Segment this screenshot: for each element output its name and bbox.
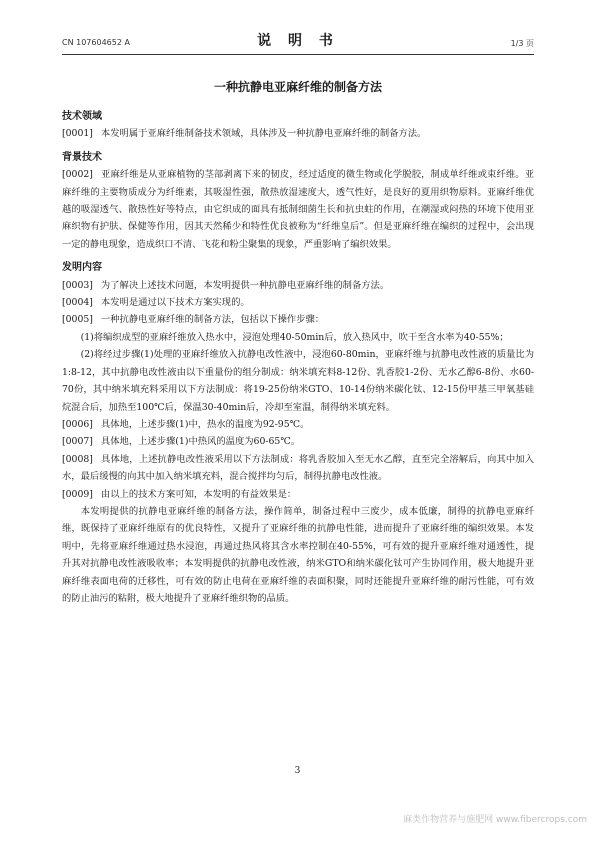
paragraph-0006 xyxy=(62,416,534,433)
paragraph-number: [0008] xyxy=(62,453,93,465)
paragraph-text: 为了解决上述技术问题，本发明提供一种抗静电亚麻纤维的制备方法。 xyxy=(100,279,390,291)
paragraph-number: [0007] xyxy=(62,436,93,448)
paragraph-text: 具体地，上述步骤(1)中热风的温度为60-65℃。 xyxy=(100,436,301,448)
paragraph-number: [0002] xyxy=(62,169,93,181)
paragraph-text: 一种抗静电亚麻纤维的制备方法，包括以下操作步骤： xyxy=(100,314,325,326)
page-header xyxy=(62,28,534,48)
paragraph-0007 xyxy=(62,433,534,450)
paragraph-0001 xyxy=(62,125,534,142)
section-heading-invention: 发明内容 xyxy=(62,262,102,274)
paragraph-text: 亚麻纤维是从亚麻植物的茎部剥离下来的韧皮，经过适度的微生物或化学脱胶，制成单纤维或束纤维。亚麻纤维的主要物质成分为纤维素，其吸湿性强，散热放湿速度大，透气性好，是良好的夏用织物原料。亚麻纤维优越的吸湿透气、散热性好等特点，由它织成的面具有抵制细菌生长和抗虫蛀的作用，在潮湿或闷热的环境下使用亚麻织物有护肤、保健等作用，因其天然稀少和特性优良被称为“纤维皇后”。但是亚麻纤维在编织的过程中，会出现一定的静电现象，造成织口不清、飞花和粉尘聚集的现象，严重影响了编织效果。 xyxy=(62,169,534,250)
paragraph-number: [0009] xyxy=(62,488,93,500)
page-number: 3 xyxy=(294,766,301,776)
document-title: 一种抗静电亚麻纤维的制备方法 xyxy=(213,80,382,94)
section-heading-background: 背景技术 xyxy=(62,151,102,163)
watermark: 麻类作物营养与施肥网 www.fibercrops.com xyxy=(403,815,587,825)
step-2: (2)将经过步骤(1)处理的亚麻纤维放入抗静电改性液中，浸泡60-80min，亚麻纤维与抗静电改性液的质量比为1:8-12，其中抗静电改性液由以下重量份的组分制成：纳米填充料8-12份、乳香胶1-2份、无水乙醇6-8份、水60-70份，其中纳米填充料采用以下方法制成：将19-25份纳米GTO、10-14份纳米碳化钛、12-15份甲基三甲氧基硅烷混合后，加热至100℃后，保温30-40min后，冷却至室温，制得纳米填充料。 xyxy=(62,349,534,413)
page-indicator: 1/3 页 xyxy=(510,39,534,48)
patent-number: CN 107604652 A xyxy=(62,38,130,47)
paragraph-0008 xyxy=(62,451,534,486)
paragraph-0005 xyxy=(62,311,534,328)
paragraph-text: 具体地，上述抗静电改性液采用以下方法制成：将乳香胶加入至无水乙醇，直至完全溶解后，向其中加入水，最后缓慢的向其中加入纳米填充料，混合搅拌均匀后，制得抗静电改性液。 xyxy=(62,453,534,483)
paragraph-text: 本发明是通过以下技术方案实现的。 xyxy=(100,297,250,309)
benefits-paragraph: 本发明提供的抗静电亚麻纤维的制备方法，操作简单，制备过程中三废少，成本低廉，制得的抗静电亚麻纤维，既保持了亚麻纤维原有的优良特性，又提升了亚麻纤维的抗静电性能，进而提升了亚麻纤维的编织效果。本发明中，先将亚麻纤维通过热水浸泡，再通过热风将其含水率控制在40-55%，可有效的提升亚麻纤维对通透性，提升其对抗静电改性液吸收率；本发明提供的抗静电改性液，纳米GTO和纳米碳化钛可产生协同作用，极大地提升亚麻纤维表面电荷的迁移性，可有效的防止电荷在亚麻纤维的表面积聚，同时还能提升亚麻纤维的耐污性能，可有效的防止油污的粘附，极大地提升了亚麻纤维织物的品质。 xyxy=(62,505,534,604)
paragraph-number: [0003] xyxy=(62,279,93,291)
paragraph-0003 xyxy=(62,277,534,294)
paragraph-0009 xyxy=(62,486,534,503)
paragraph-text: 本发明属于亚麻纤维制备技术领域，具体涉及一种抗静电亚麻纤维的制备方法。 xyxy=(100,128,427,140)
document-body xyxy=(62,108,534,607)
paragraph-0004 xyxy=(62,294,534,311)
paragraph-number: [0001] xyxy=(62,128,93,140)
document-type: 说 明 书 xyxy=(257,33,339,49)
section-heading-tech-field: 技术领域 xyxy=(62,111,102,122)
paragraph-number: [0005] xyxy=(62,314,93,326)
paragraph-0002 xyxy=(62,166,534,253)
paragraph-text: 由以上的技术方案可知，本发明的有益效果是： xyxy=(100,488,297,500)
paragraph-number: [0004] xyxy=(62,297,93,309)
paragraph-text: 具体地，上述步骤(1)中，热水的温度为92-95℃。 xyxy=(100,418,310,430)
step-1: (1)将编织成型的亚麻纤维放入热水中，浸泡处理40-50min后，放入热风中，吹干至含水率为40-55%； xyxy=(80,331,509,343)
header-divider xyxy=(62,54,534,55)
paragraph-number: [0006] xyxy=(62,418,93,430)
